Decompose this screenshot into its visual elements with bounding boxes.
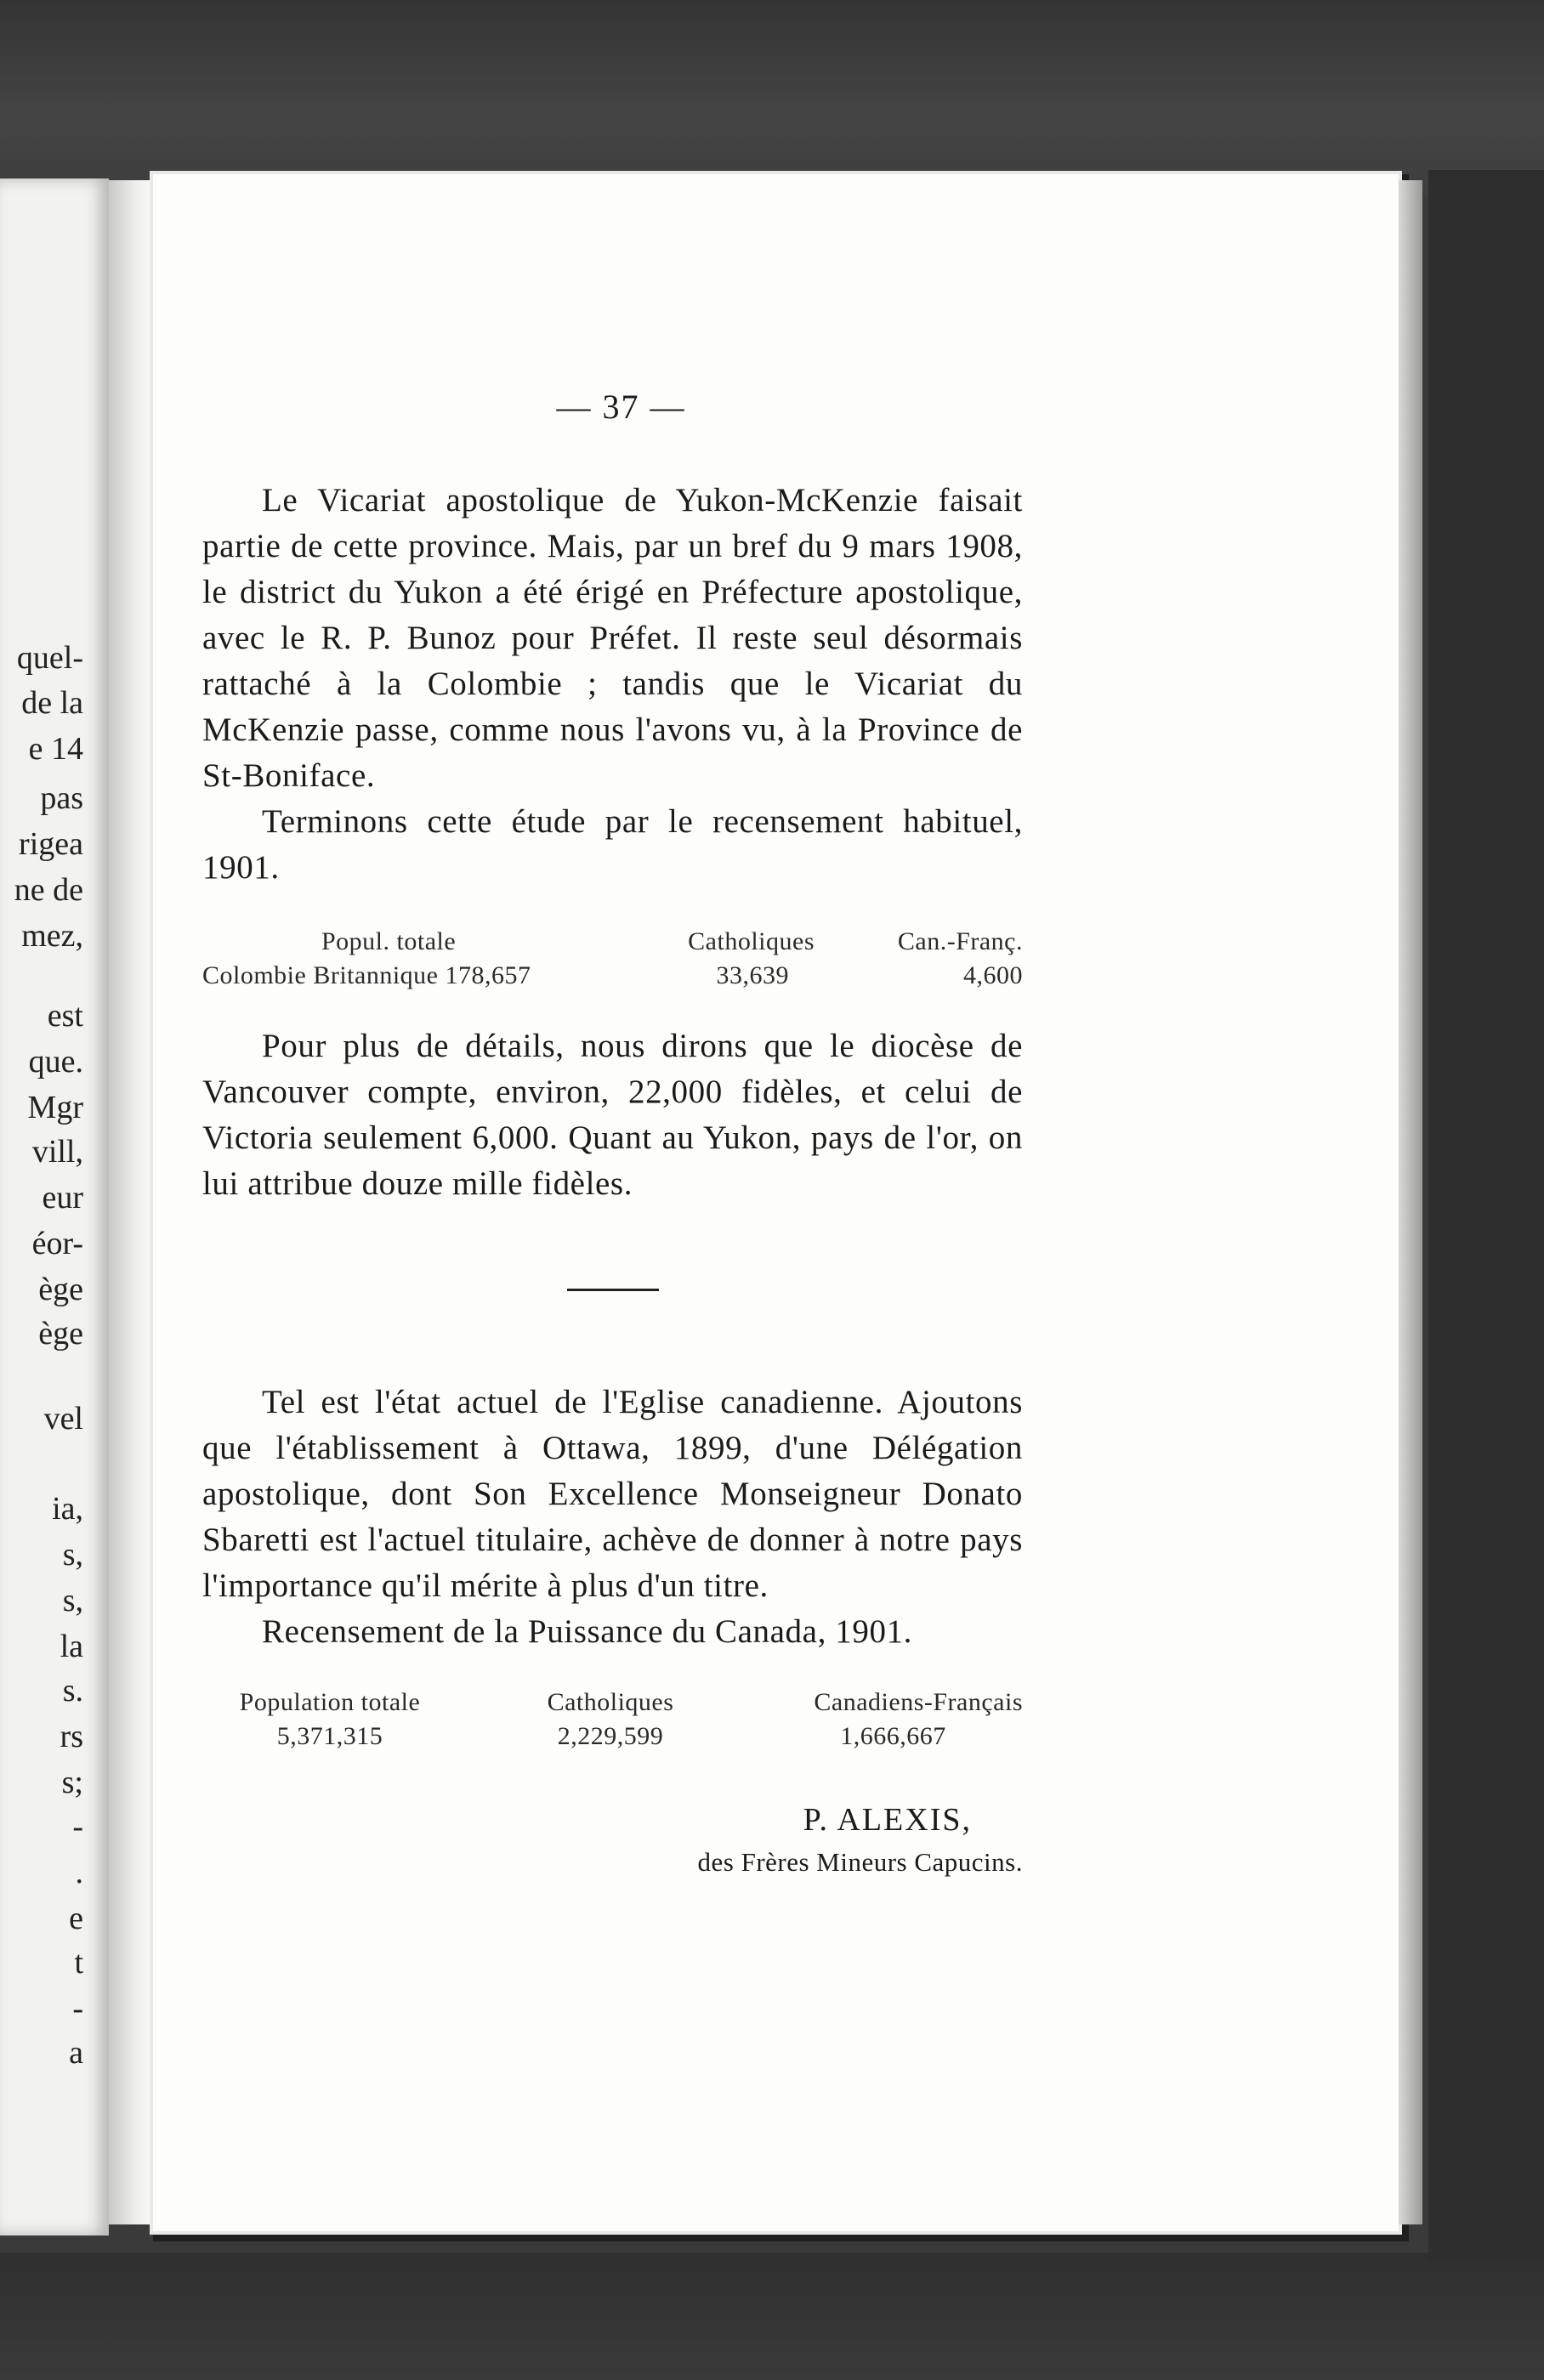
- table-cell: 5,371,315: [276, 1722, 383, 1750]
- facing-page-text: e: [69, 1901, 83, 1936]
- facing-page-text: mez,: [21, 918, 83, 954]
- paragraph: Pour plus de détails, nous dirons que le diocèse de Vancouver compte, environ, 22,000 fidèles, et celui de Victoria seulement 6,000. Quant au Yukon, pays de l'or, on lui attribue douze mille fidèles.: [202, 1028, 1023, 1202]
- facing-page-text: éor-: [31, 1226, 83, 1261]
- facing-page-text: que.: [28, 1044, 83, 1080]
- scan-background-right: [1428, 170, 1544, 2261]
- facing-page-text: vel: [43, 1401, 83, 1436]
- page-content: [202, 387, 1023, 1878]
- facing-page-text: rs: [60, 1719, 83, 1754]
- census-table-colombie: [202, 925, 1023, 993]
- facing-page-text: s,: [62, 1537, 83, 1572]
- page-edge-shadow: [1399, 180, 1422, 2224]
- facing-page-text: quel-: [16, 640, 83, 676]
- census-table-canada: [202, 1686, 1023, 1754]
- table-cell: 33,639: [716, 961, 789, 989]
- table-header: Catholiques: [547, 1688, 674, 1716]
- facing-page-text: s.: [62, 1673, 83, 1708]
- facing-page-text: t: [74, 1945, 83, 1980]
- paragraph: Recensement de la Puissance du Canada, 1901.: [262, 1613, 913, 1650]
- section-separator: [567, 1289, 659, 1291]
- facing-page-text: e 14: [28, 731, 83, 767]
- facing-page-text: ne de: [14, 872, 83, 908]
- facing-page-text: ège: [38, 1272, 83, 1307]
- facing-page-text: de la: [21, 685, 83, 721]
- page-number: — 37 —: [556, 388, 686, 426]
- paragraph: Le Vicariat apostolique de Yukon-McKenzie faisait partie de cette province. Mais, par un bref du 9 mars 1908, le district du Yukon a été érigé en Préfecture apostolique, avec le R. P. Bunoz pour Préfet. Il reste seul désormais rattaché à la Colombie ; tandis que le Vicariat du McKenzie passe, comme nous l'avons vu, à la Province de St-Boniface.: [202, 482, 1023, 794]
- facing-page-text: s;: [61, 1765, 83, 1800]
- facing-page-text: vill,: [31, 1134, 83, 1170]
- facing-page-fragment: [0, 178, 109, 2236]
- facing-page-text: -: [72, 1991, 83, 2026]
- book-gutter: [109, 180, 160, 2224]
- table-header: Can.-Franç.: [897, 927, 1023, 955]
- facing-page-text: est: [47, 998, 83, 1034]
- table-cell: Colombie Britannique 178,657: [202, 961, 531, 989]
- table-header: Popul. totale: [321, 927, 457, 955]
- facing-page-text: la: [60, 1629, 83, 1664]
- facing-page-text: eur: [42, 1180, 83, 1216]
- facing-page-text: pas: [40, 780, 83, 816]
- scan-background-bottom: [0, 2252, 1544, 2380]
- facing-page-text: a: [69, 2035, 83, 2071]
- signature-name: P. ALEXIS,: [803, 1802, 972, 1838]
- facing-page-text: Mgr: [27, 1090, 83, 1125]
- table-cell: 2,229,599: [557, 1722, 664, 1750]
- facing-page-text: .: [75, 1855, 83, 1890]
- facing-page-text: rigea: [19, 826, 83, 862]
- paragraph: Terminons cette étude par le recensement habituel, 1901.: [202, 803, 1023, 886]
- scan-background-top: [0, 0, 1544, 196]
- table-cell: 4,600: [963, 961, 1023, 989]
- paragraph: Tel est l'état actuel de l'Eglise canadienne. Ajoutons que l'établissement à Ottawa, 1899, d'une Délégation apostolique, dont Son Excellence Monseigneur Donato Sbaretti est l'actuel titulaire, achève de donner à notre pays l'importance qu'il mérite à plus d'un titre.: [202, 1384, 1023, 1604]
- table-header: Canadiens-Français: [814, 1688, 1023, 1716]
- facing-page-text: ia,: [52, 1491, 83, 1527]
- table-header: Catholiques: [688, 927, 815, 955]
- facing-page-text: s,: [62, 1583, 83, 1618]
- facing-page-text: -: [72, 1809, 83, 1844]
- facing-page-text: ège: [38, 1316, 83, 1352]
- table-cell: 1,666,667: [840, 1722, 946, 1750]
- table-header: Population totale: [239, 1688, 421, 1716]
- signature-subtitle: des Frères Mineurs Capucins.: [697, 1847, 1023, 1877]
